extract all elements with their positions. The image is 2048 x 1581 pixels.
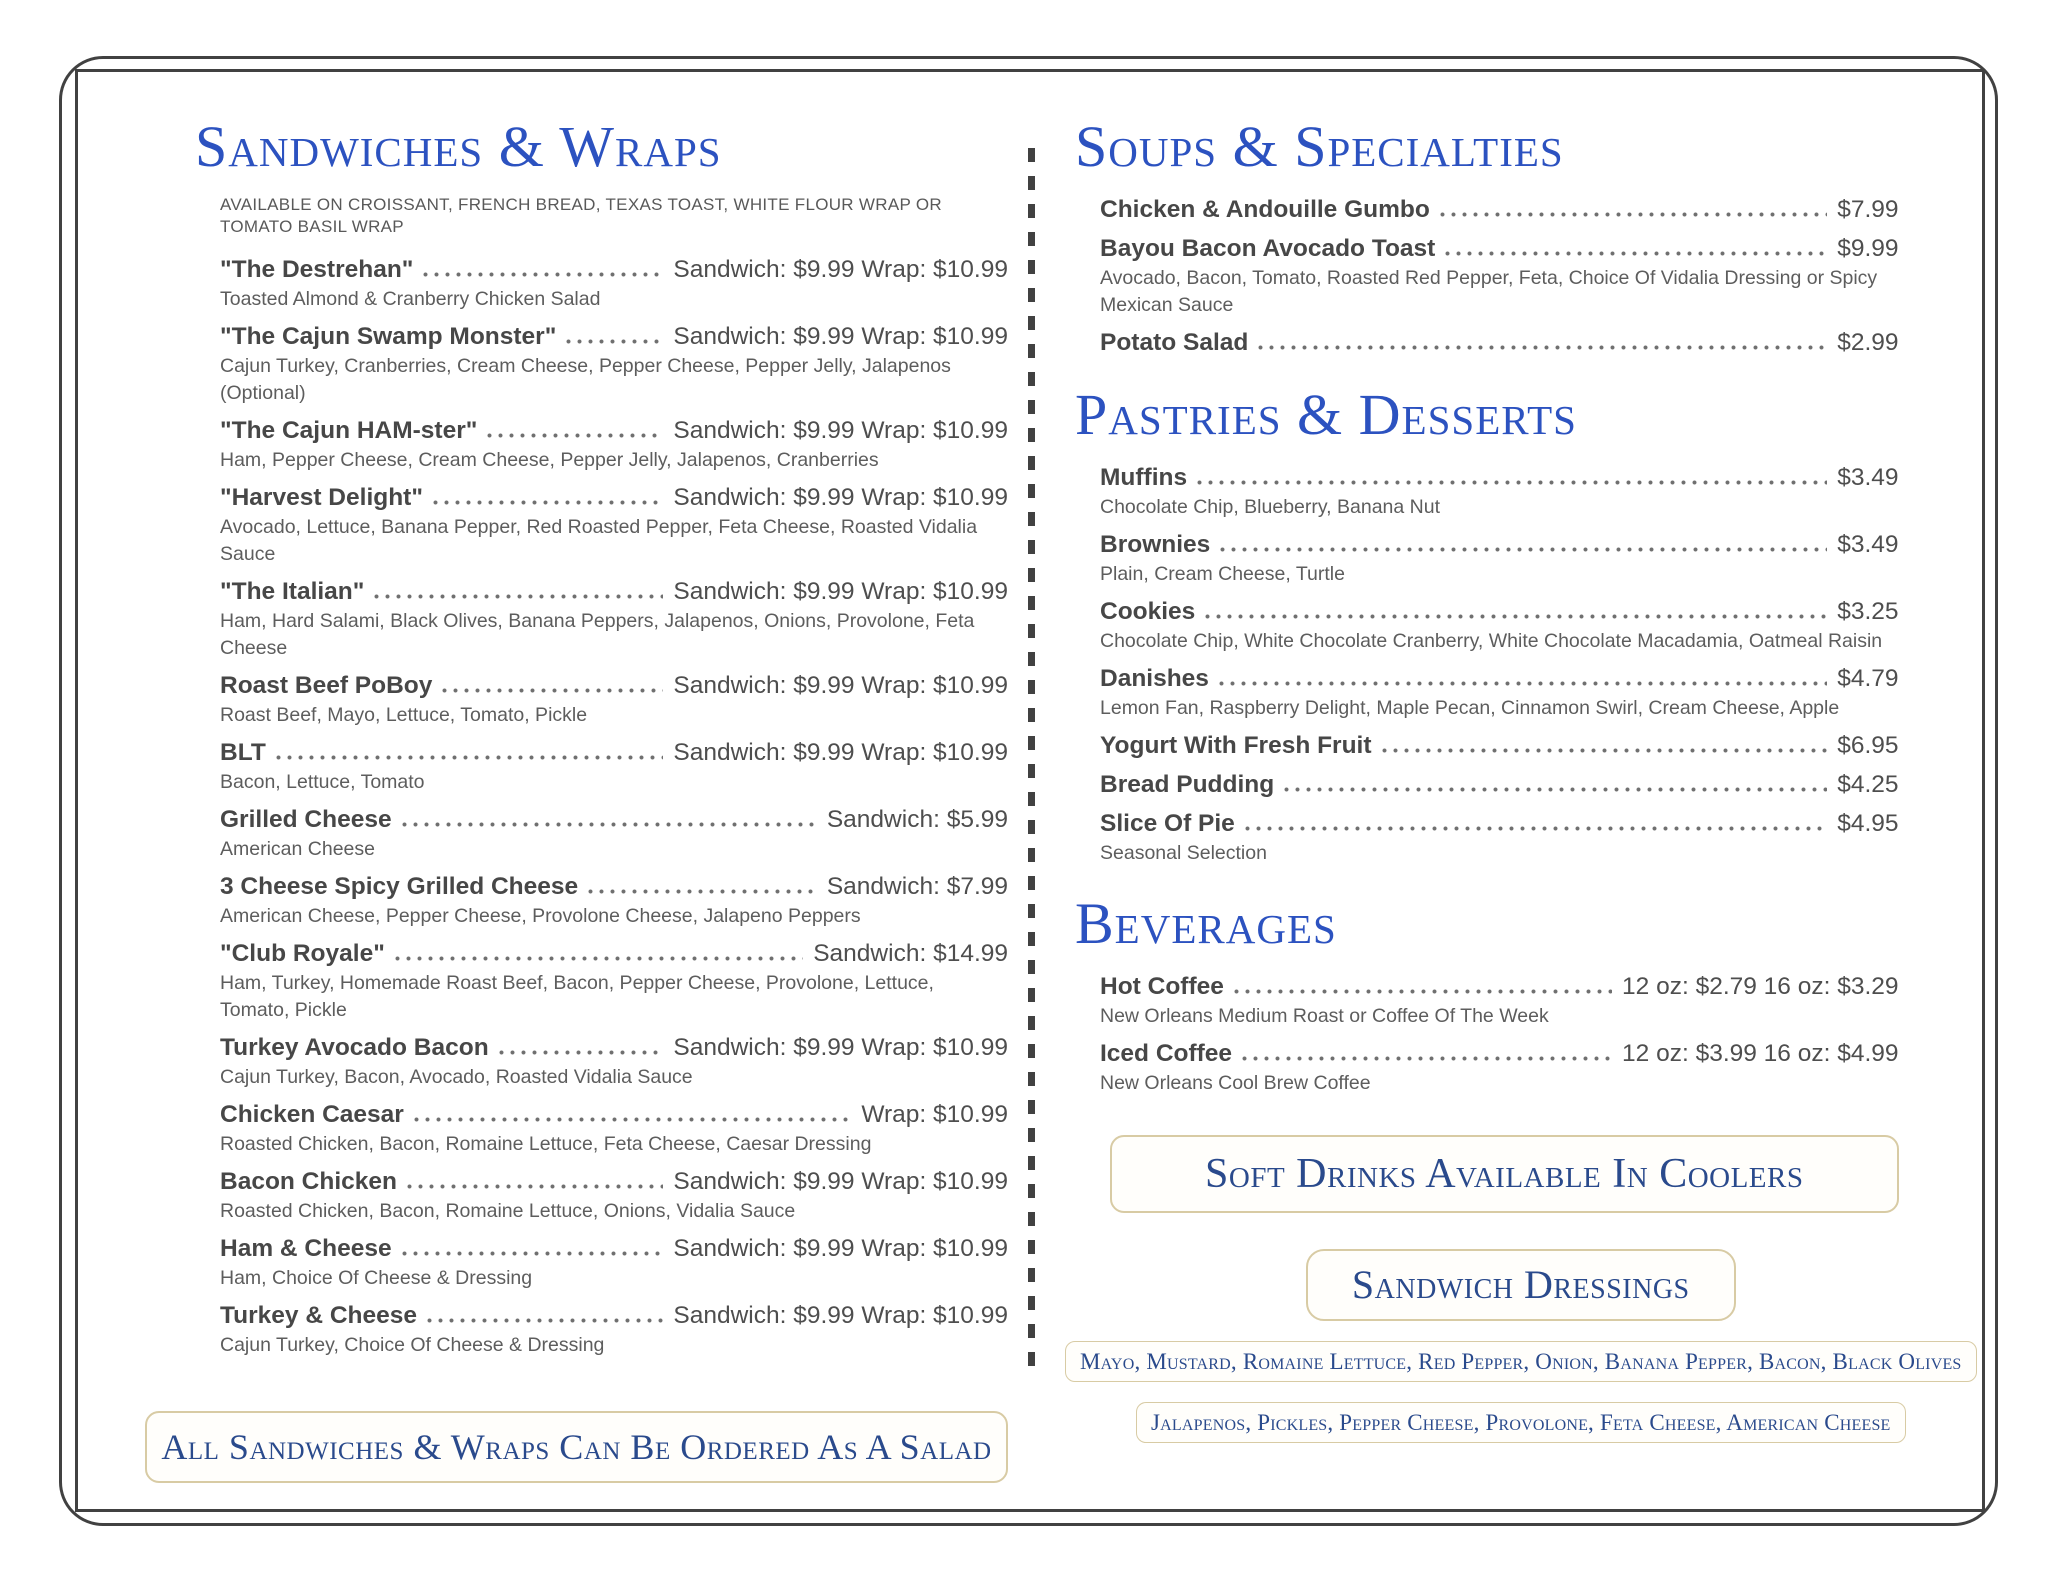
- menu-item-description: American Cheese: [220, 838, 375, 860]
- menu-item-name: Bayou Bacon Avocado Toast: [1100, 235, 1436, 262]
- menu-item-description: Ham, Pepper Cheese, Cream Cheese, Pepper Jelly, Jalapenos, Cranberries: [220, 449, 879, 471]
- menu-item: [220, 1300, 1008, 1359]
- dressings-line2-wrap: [1065, 1382, 1977, 1443]
- menu-item-price: $3.49: [1837, 464, 1899, 491]
- section-title-beverages: Beverages: [1075, 891, 1337, 956]
- dressings-line1-wrap: [1065, 1321, 1977, 1382]
- menu-item: [1100, 529, 1899, 588]
- menu-item-description: Plain, Cream Cheese, Turtle: [1100, 563, 1345, 585]
- menu-item-description: Lemon Fan, Raspberry Delight, Maple Pecan, Cinnamon Swirl, Cream Cheese, Apple: [1100, 697, 1840, 719]
- dressings-badge-wrap: [1065, 1213, 1977, 1321]
- menu-item-name: "Club Royale": [220, 940, 385, 967]
- menu-item-row: [220, 415, 1008, 446]
- menu-item-row: [220, 576, 1008, 607]
- menu-item-name: "Harvest Delight": [220, 484, 423, 511]
- menu-item-price: Sandwich: $9.99 Wrap: $10.99: [673, 1034, 1008, 1061]
- menu-item-name: 3 Cheese Spicy Grilled Cheese: [220, 873, 579, 900]
- menu-item-price: Sandwich: $9.99 Wrap: $10.99: [673, 484, 1008, 511]
- menu-item-row: [1100, 808, 1899, 839]
- menu-item-name: Slice Of Pie: [1100, 810, 1235, 837]
- soups-item-list: [1100, 194, 1899, 358]
- menu-item: [1100, 194, 1899, 225]
- menu-item-row: [220, 737, 1008, 768]
- menu-item-row: [1100, 596, 1899, 627]
- dotted-leader: [395, 956, 803, 961]
- menu-item: [1100, 663, 1899, 722]
- menu-item: [220, 254, 1008, 313]
- dotted-leader: [1219, 681, 1827, 686]
- menu-item-name: "The Destrehan": [220, 256, 414, 283]
- menu-item: [1100, 233, 1899, 319]
- column-sandwiches-wraps: [145, 112, 1008, 1483]
- dotted-leader: [1205, 614, 1827, 619]
- menu-item: [220, 1099, 1008, 1158]
- menu-item-description: Roasted Chicken, Bacon, Romaine Lettuce, Onions, Vidalia Sauce: [220, 1200, 796, 1222]
- menu-item-price: $4.95: [1837, 810, 1899, 837]
- dotted-leader: [402, 822, 817, 827]
- menu-item-description: Toasted Almond & Cranberry Chicken Salad: [220, 288, 601, 310]
- dotted-leader: [1242, 1056, 1612, 1061]
- section-beverages: [1065, 889, 1977, 1097]
- menu-item-row: [1100, 233, 1899, 264]
- menu-item-row: [1100, 194, 1899, 225]
- menu-item-price: Sandwich: $9.99 Wrap: $10.99: [673, 323, 1008, 350]
- menu-item-description: Cajun Turkey, Cranberries, Cream Cheese, Pepper Cheese, Pepper Jelly, Jalapenos (Optional): [220, 355, 951, 404]
- menu-item-price: $6.95: [1837, 732, 1899, 759]
- beverages-item-list: [1100, 971, 1899, 1097]
- menu-item-row: [1100, 769, 1899, 800]
- menu-item-price: Sandwich: $9.99 Wrap: $10.99: [673, 739, 1008, 766]
- section-title-soups-specialties: Soups & Specialties: [1075, 114, 1564, 179]
- menu-item-description: Chocolate Chip, Blueberry, Banana Nut: [1100, 496, 1441, 518]
- menu-item-row: [1100, 462, 1899, 493]
- menu-item-price: Sandwich: $14.99: [813, 940, 1008, 967]
- dotted-leader: [433, 500, 663, 505]
- menu-item-price: Sandwich: $7.99: [826, 873, 1008, 900]
- dotted-leader: [1382, 748, 1828, 753]
- menu-item-description: Roasted Chicken, Bacon, Romaine Lettuce, Feta Cheese, Caesar Dressing: [220, 1133, 872, 1155]
- dotted-leader: [276, 755, 664, 760]
- menu-item-description: Avocado, Bacon, Tomato, Roasted Red Pepper, Feta, Choice Of Vidalia Dressing or Spicy Mexican Sauce: [1100, 267, 1878, 316]
- menu-item-name: Chicken & Andouille Gumbo: [1100, 196, 1430, 223]
- menu-item: [1100, 769, 1899, 800]
- soft-drinks-badge: Soft Drinks Available In Coolers: [1110, 1135, 1899, 1213]
- menu-item-name: Iced Coffee: [1100, 1040, 1233, 1067]
- menu-item-row: [1100, 327, 1899, 358]
- menu-item: [220, 1233, 1008, 1292]
- menu-item: [1100, 596, 1899, 655]
- menu-item-row: [1100, 1038, 1899, 1069]
- menu-item-row: [220, 1300, 1008, 1331]
- menu-item-price: Sandwich: $9.99 Wrap: $10.99: [673, 578, 1008, 605]
- menu-item-price: 12 oz: $2.79 16 oz: $3.29: [1622, 973, 1899, 1000]
- menu-item-price: Sandwich: $9.99 Wrap: $10.99: [673, 1302, 1008, 1329]
- section-soups-specialties: [1065, 112, 1977, 358]
- sandwiches-availability-note: AVAILABLE ON CROISSANT, FRENCH BREAD, TEXAS TOAST, WHITE FLOUR WRAP OR TOMATO BASIL WRAP: [220, 195, 942, 236]
- menu-item-name: Turkey & Cheese: [220, 1302, 417, 1329]
- menu-item-name: Brownies: [1100, 531, 1211, 558]
- menu-item-row: [1100, 663, 1899, 694]
- sandwich-dressings-badge: Sandwich Dressings: [1306, 1249, 1736, 1321]
- menu-item: [220, 482, 1008, 568]
- menu-item-name: Ham & Cheese: [220, 1235, 392, 1262]
- menu-item-row: [220, 254, 1008, 285]
- menu-item-description: New Orleans Medium Roast or Coffee Of The Week: [1100, 1005, 1549, 1027]
- menu-item-row: [1100, 971, 1899, 1002]
- menu-item-row: [220, 1166, 1008, 1197]
- dotted-leader: [1258, 345, 1827, 350]
- menu-item-description: American Cheese, Pepper Cheese, Provolone Cheese, Jalapeno Peppers: [220, 905, 861, 927]
- menu-item-name: Cookies: [1100, 598, 1196, 625]
- menu-item-price: Sandwich: $9.99 Wrap: $10.99: [673, 417, 1008, 444]
- dotted-leader: [1220, 547, 1827, 552]
- menu-item-price: 12 oz: $3.99 16 oz: $4.99: [1622, 1040, 1899, 1067]
- dotted-leader: [487, 433, 663, 438]
- dotted-leader: [1284, 787, 1827, 792]
- menu-item-price: $7.99: [1837, 196, 1899, 223]
- menu-item-price: $2.99: [1837, 329, 1899, 356]
- pastries-item-list: [1100, 462, 1899, 867]
- menu-item-name: "The Italian": [220, 578, 365, 605]
- menu-item-price: Sandwich: $9.99 Wrap: $10.99: [673, 1168, 1008, 1195]
- menu-item: [220, 938, 1008, 1024]
- menu-item-name: Hot Coffee: [1100, 973, 1224, 1000]
- menu-item: [1100, 971, 1899, 1030]
- menu-item-name: "The Cajun Swamp Monster": [220, 323, 557, 350]
- menu-item-name: Bacon Chicken: [220, 1168, 397, 1195]
- section-title-pastries-desserts: Pastries & Desserts: [1075, 382, 1577, 447]
- dotted-leader: [442, 688, 663, 693]
- dotted-leader: [374, 594, 663, 599]
- menu-item-price: Wrap: $10.99: [861, 1101, 1008, 1128]
- menu-item-price: Sandwich: $9.99 Wrap: $10.99: [673, 256, 1008, 283]
- menu-item-row: [220, 871, 1008, 902]
- menu-item: [220, 576, 1008, 662]
- menu-item-description: Ham, Choice Of Cheese & Dressing: [220, 1267, 533, 1289]
- menu-item: [1100, 808, 1899, 867]
- menu-item: [220, 321, 1008, 407]
- menu-item-description: Roast Beef, Mayo, Lettuce, Tomato, Pickle: [220, 704, 588, 726]
- menu-item: [220, 415, 1008, 474]
- menu-item-name: Potato Salad: [1100, 329, 1249, 356]
- menu-item-row: [220, 804, 1008, 835]
- menu-item-price: Sandwich: $9.99 Wrap: $10.99: [673, 1235, 1008, 1262]
- menu-item-price: $4.79: [1837, 665, 1899, 692]
- menu-item-price: $9.99: [1837, 235, 1899, 262]
- menu-item-row: [220, 1099, 1008, 1130]
- dotted-leader: [423, 272, 663, 277]
- menu-item-row: [220, 321, 1008, 352]
- menu-item-row: [220, 1233, 1008, 1264]
- menu-item: [220, 804, 1008, 863]
- dotted-leader: [1234, 989, 1612, 994]
- menu-item: [220, 1032, 1008, 1091]
- column-divider-dashed: [1028, 148, 1035, 1366]
- menu-item: [220, 670, 1008, 729]
- menu-item-row: [1100, 730, 1899, 761]
- dotted-leader: [1440, 212, 1827, 217]
- salad-option-badge: All Sandwiches & Wraps Can Be Ordered As A Salad: [145, 1411, 1008, 1483]
- menu-item: [1100, 1038, 1899, 1097]
- menu-item-description: Ham, Hard Salami, Black Olives, Banana Peppers, Jalapenos, Onions, Provolone, Feta Cheese: [220, 610, 975, 659]
- dotted-leader: [566, 339, 663, 344]
- menu-item-name: Yogurt With Fresh Fruit: [1100, 732, 1372, 759]
- menu-item-description: Seasonal Selection: [1100, 842, 1267, 864]
- dotted-leader: [1445, 251, 1827, 256]
- dotted-leader: [427, 1318, 663, 1323]
- menu-item: [220, 737, 1008, 796]
- menu-item-description: Bacon, Lettuce, Tomato: [220, 771, 425, 793]
- menu-item: [220, 871, 1008, 930]
- menu-item-name: Danishes: [1100, 665, 1209, 692]
- menu-item-description: Cajun Turkey, Bacon, Avocado, Roasted Vidalia Sauce: [220, 1066, 693, 1088]
- menu-item-description: Ham, Turkey, Homemade Roast Beef, Bacon, Pepper Cheese, Provolone, Lettuce, Tomato, Pickle: [220, 972, 934, 1021]
- dotted-leader: [1245, 826, 1827, 831]
- menu-item-name: "The Cajun HAM-ster": [220, 417, 478, 444]
- dressings-list-line1: Mayo, Mustard, Romaine Lettuce, Red Pepper, Onion, Banana Pepper, Bacon, Black Olives: [1065, 1341, 1977, 1382]
- menu-item-name: Muffins: [1100, 464, 1188, 491]
- menu-item-row: [220, 1032, 1008, 1063]
- menu-item-name: Chicken Caesar: [220, 1101, 404, 1128]
- menu-item: [1100, 462, 1899, 521]
- menu-item-description: Avocado, Lettuce, Banana Pepper, Red Roasted Pepper, Feta Cheese, Roasted Vidalia Sauce: [220, 516, 978, 565]
- menu-item-price: Sandwich: $9.99 Wrap: $10.99: [673, 672, 1008, 699]
- sandwiches-item-list: [220, 254, 1008, 1359]
- dotted-leader: [499, 1050, 664, 1055]
- menu-item-row: [1100, 529, 1899, 560]
- menu-item-name: Bread Pudding: [1100, 771, 1275, 798]
- menu-item-row: [220, 482, 1008, 513]
- menu-item: [220, 1166, 1008, 1225]
- menu-item-price: $3.49: [1837, 531, 1899, 558]
- menu-item-description: Cajun Turkey, Choice Of Cheese & Dressing: [220, 1334, 605, 1356]
- menu-item-name: Grilled Cheese: [220, 806, 392, 833]
- dotted-leader: [407, 1184, 663, 1189]
- menu-item-price: $4.25: [1837, 771, 1899, 798]
- menu-item-price: $3.25: [1837, 598, 1899, 625]
- dotted-leader: [414, 1117, 851, 1122]
- dotted-leader: [1197, 480, 1827, 485]
- dotted-leader: [402, 1251, 664, 1256]
- menu-item: [1100, 327, 1899, 358]
- menu-item: [1100, 730, 1899, 761]
- section-pastries-desserts: [1065, 380, 1977, 867]
- dotted-leader: [588, 889, 817, 894]
- menu-item-row: [220, 938, 1008, 969]
- menu-item-name: Turkey Avocado Bacon: [220, 1034, 489, 1061]
- section-title-sandwiches-wraps: Sandwiches & Wraps: [195, 114, 722, 179]
- menu-item-row: [220, 670, 1008, 701]
- menu-item-name: BLT: [220, 739, 266, 766]
- menu-item-name: Roast Beef PoBoy: [220, 672, 433, 699]
- menu-item-price: Sandwich: $5.99: [826, 806, 1008, 833]
- menu-item-description: New Orleans Cool Brew Coffee: [1100, 1072, 1371, 1094]
- column-right: [1065, 112, 1977, 1443]
- dressings-list-line2: Jalapenos, Pickles, Pepper Cheese, Provolone, Feta Cheese, American Cheese: [1136, 1402, 1906, 1443]
- menu-content: [145, 112, 1968, 1501]
- menu-item-description: Chocolate Chip, White Chocolate Cranberry, White Chocolate Macadamia, Oatmeal Raisin: [1100, 630, 1883, 652]
